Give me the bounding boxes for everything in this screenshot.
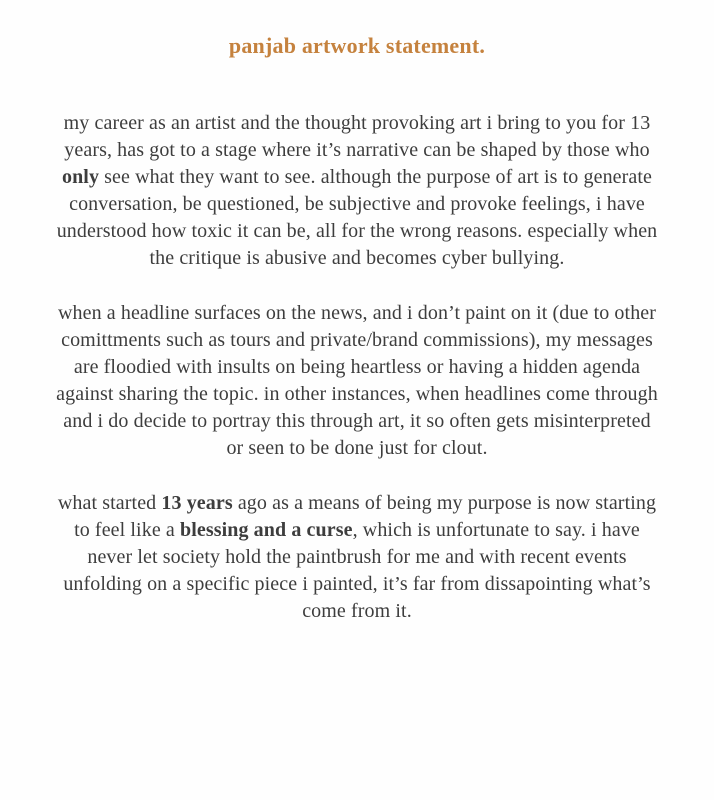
paragraph: [56, 490, 658, 625]
paragraph: [56, 110, 658, 272]
text-run: see what they want to see. although the purpose of art is to generate conversation, be questioned, be subjective and provoke feelings, i have understood how toxic it can be, all for the wrong reasons. especially when the critique is abusive and becomes cyber bullying.: [56, 166, 658, 269]
text-run: , which is unfortunate to say. i have never let society hold the paintbrush for me and with recent events unfolding on a specific piece i painted, it’s far from dissapointing what’s come from it.: [63, 519, 651, 622]
bold-text-run: 13 years: [161, 492, 233, 514]
bold-text-run: blessing and a curse: [179, 519, 353, 541]
text-run: my career as an artist and the thought provoking art i bring to you for 13 years, has got to a stage where it’s narrative can be shaped by those who: [63, 112, 651, 161]
statement-body: [56, 110, 658, 625]
bold-text-run: only: [61, 166, 100, 188]
text-run: ago as a means of being my purpose is now starting to feel like a: [74, 492, 657, 541]
text-run: when a headline surfaces on the news, and i don’t paint on it (due to other comittments such as tours and private/brand commissions), my messages are floodied with insults on being heartless or having a hidden agenda against sharing the topic. in other instances, when headlines come through and i do decide to portray this through art, it so often gets misinterpreted or seen to be done just for clout.: [56, 302, 658, 459]
text-run: what started: [57, 492, 162, 514]
page-title: panjab artwork statement.: [228, 33, 486, 58]
paragraph: [56, 300, 658, 462]
